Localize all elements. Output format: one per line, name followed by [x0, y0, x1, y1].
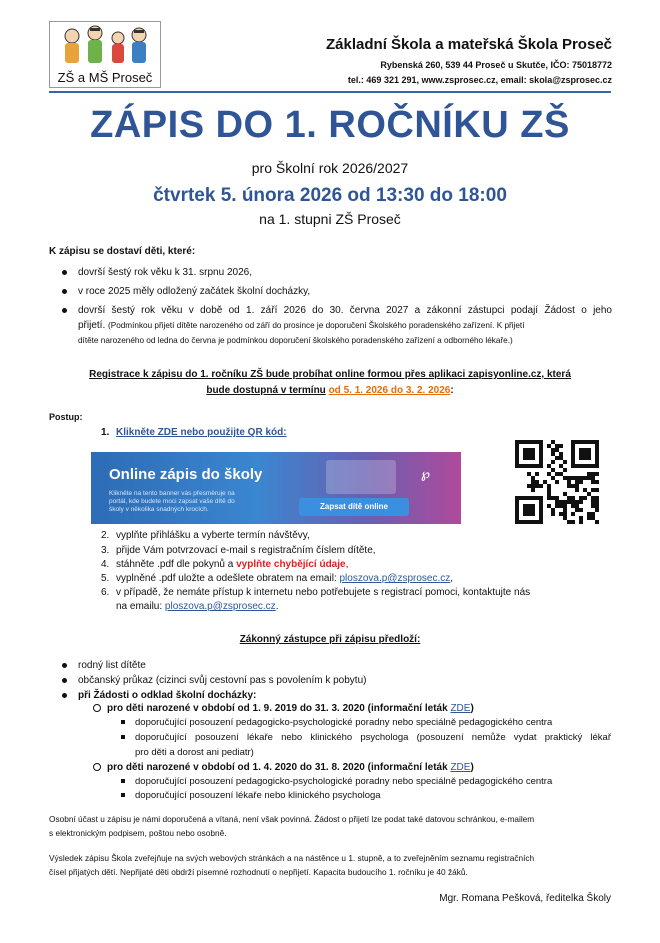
- document-item: rodný list dítěte: [78, 660, 146, 671]
- group-1-info: (informační leták: [367, 703, 448, 714]
- qr-finder-center: [523, 504, 535, 516]
- circle-bullet-icon: [93, 704, 101, 712]
- document-item: občanský průkaz (cizinci svůj cestovní pas s povolením k pobytu): [78, 675, 367, 686]
- children-logo-image: [50, 22, 160, 72]
- group-2-title: pro děti narozené v období od 1. 4. 2020 do 31. 8. 2020: [107, 762, 365, 773]
- step-text: v případě, že nemáte přístup k internetu nebo potřebujete s registrací pomoci, kontaktujte nás: [116, 587, 531, 598]
- banner-logo-icon: ℘: [421, 466, 431, 481]
- step-text: přijde Vám potvrzovací e-mail s registračním číslem dítěte,: [116, 545, 376, 556]
- group-2-item: doporučující posouzení lékaře nebo klinického psychologa: [135, 790, 381, 801]
- banner-title: Online zápis do školy: [109, 466, 263, 483]
- deferral-group-2: [107, 760, 474, 775]
- step-6-text: na emailu:: [116, 601, 163, 612]
- note-paragraph-2: [49, 851, 534, 879]
- square-bullet-icon: [121, 735, 125, 739]
- step-number: 1.: [101, 427, 110, 438]
- step-text-cont: [116, 600, 278, 614]
- group-1-item: doporučující posouzení pedagogicko-psychologické poradny nebo speciálně pedagogického centra: [135, 717, 553, 728]
- procedure-label: Postup:: [49, 412, 83, 422]
- note-1-line: Osobní účast u zápisu je námi doporučená a vítaná, není však povinná. Žádost o přijetí lze podat také datovou schránkou, e-mailem: [49, 814, 535, 824]
- school-logo: [49, 21, 161, 88]
- group-2-item: doporučující posouzení pedagogicko-psychologické poradny nebo speciálně pedagogického centra: [135, 776, 553, 787]
- step-4-highlight: vyplňte chybějící údaje: [236, 559, 346, 570]
- square-bullet-icon: [121, 720, 125, 724]
- group-1-item-cont: pro děti a dorost ani pediatr): [135, 747, 254, 758]
- eligibility-note-cont: dítěte narozeného od ledna do června je podmínkou doporučení školského poradenského zařízení a odborného lékaře.): [78, 336, 513, 345]
- banner-screen-graphic: [326, 460, 396, 494]
- school-address: Rybenská 260, 539 44 Proseč u Skutče, IČO: 75018772: [380, 60, 612, 70]
- eligibility-item: v roce 2025 měly odložený začátek školní docházky,: [78, 286, 311, 297]
- school-year: pro Školní rok 2026/2027: [251, 160, 409, 176]
- eligibility-item-3-cont: [78, 318, 612, 333]
- deferral-group-1: [107, 701, 474, 716]
- email-link[interactable]: ploszova.p@zsprosec.cz: [164, 601, 276, 612]
- registration-colon: :: [450, 385, 454, 396]
- step-number: 4.: [101, 559, 110, 570]
- registration-line-2-text: bude dostupná v termínu: [206, 385, 326, 396]
- online-enrollment-banner[interactable]: [91, 452, 461, 524]
- bullet-icon: [62, 308, 67, 313]
- step-5-text: vyplněné .pdf uložte a odešlete obratem na email:: [116, 573, 337, 584]
- note-2-line: čísel přijatých dětí. Nepřijaté děti obdrží písemné rozhodnutí o nepřijetí. Kapacita budoucího 1. ročníku je 40 žáků.: [49, 867, 468, 877]
- step-number: 3.: [101, 545, 110, 556]
- group-1-item: doporučující posouzení lékaře nebo klinického psychologa (posouzení nemůže vydat praktický lékař: [135, 732, 611, 743]
- eligibility-item: dovrší šestý rok věku k 31. srpnu 2026,: [78, 267, 252, 278]
- registration-term: od 5. 1. 2026 do 3. 2. 2026: [328, 385, 451, 396]
- step-number: 5.: [101, 573, 110, 584]
- bullet-icon: [62, 678, 67, 683]
- group-1-close: ): [470, 703, 474, 714]
- note-1-line: s elektronickým podpisem, poštou nebo osobně.: [49, 828, 227, 838]
- enrollment-date: čtvrtek 5. února 2026 od 13:30 do 18:00: [153, 185, 507, 206]
- eligibility-item-3: dovrší šestý rok věku v době od 1. září 2026 do 30. června 2027 a zákonní zástupci podají Žádost o jeho: [78, 305, 612, 316]
- qr-finder-center: [523, 448, 535, 460]
- step-5-end: ,: [450, 573, 454, 584]
- square-bullet-icon: [121, 779, 125, 783]
- step-number: 6.: [101, 587, 110, 598]
- eligibility-note: (Podmínkou přijetí dítěte narozeného od září do prosince je doporučení Školského poradenského zařízení. K přijetí: [108, 321, 525, 330]
- circle-bullet-icon: [93, 763, 101, 771]
- registration-line-2: [0, 383, 660, 398]
- qr-code[interactable]: [515, 440, 599, 524]
- enrollment-link[interactable]: Klikněte ZDE nebo použijte QR kód:: [116, 427, 287, 438]
- page-title: ZÁPIS DO 1. ROČNÍKU ZŠ: [90, 104, 570, 146]
- bullet-icon: [62, 270, 67, 275]
- group-2-info: (informační leták: [367, 762, 448, 773]
- school-name: Základní Škola a mateřská Škola Proseč: [326, 36, 612, 53]
- header-divider: [49, 91, 611, 93]
- step-6-end: .: [275, 601, 279, 612]
- email-link[interactable]: ploszova.p@zsprosec.cz: [339, 573, 451, 584]
- note-paragraph-1: [49, 812, 534, 840]
- signature: Mgr. Romana Pešková, ředitelka Školy: [439, 893, 611, 904]
- info-leaflet-link[interactable]: ZDE: [450, 762, 471, 773]
- eligibility-intro: K zápisu se dostaví děti, které:: [49, 246, 196, 257]
- step-4-end: ,: [345, 559, 349, 570]
- step-text: vyplňte přihlášku a vyberte termín návštěvy,: [116, 530, 310, 541]
- info-leaflet-link[interactable]: ZDE: [450, 703, 471, 714]
- logo-text: ZŠ a MŠ Proseč: [57, 70, 153, 85]
- note-2-line: Výsledek zápisu Škola zveřejňuje na svých webových stránkách a na nástěnce u 1. stupně, a to zveřejněním seznamu registračních: [49, 853, 535, 863]
- step-text: [116, 558, 348, 572]
- registration-line-1: Registrace k zápisu do 1. ročníku ZŠ bude probíhat online formou přes aplikaci zapisyonline.cz, která: [89, 369, 571, 380]
- square-bullet-icon: [121, 793, 125, 797]
- step-text: [116, 572, 453, 586]
- group-1-title: pro děti narozené v období od 1. 9. 2019 do 31. 3. 2020: [107, 703, 365, 714]
- eligibility-item-3-end: přijetí.: [78, 320, 106, 331]
- qr-code-image: [515, 440, 599, 524]
- documents-heading: Zákonný zástupce při zápisu předloží:: [239, 634, 421, 645]
- deferral-label: při Žádosti o odklad školní docházky:: [78, 690, 257, 701]
- bullet-icon: [62, 663, 67, 668]
- school-contact: tel.: 469 321 291, www.zsprosec.cz, email: skola@zsprosec.cz: [347, 75, 612, 85]
- enrollment-place: na 1. stupni ZŠ Proseč: [259, 211, 401, 227]
- enroll-online-button[interactable]: Zapsat dítě online: [299, 498, 409, 516]
- bullet-icon: [62, 289, 67, 294]
- step-4-text: stáhněte .pdf dle pokynů a: [116, 559, 234, 570]
- group-2-close: ): [470, 762, 474, 773]
- bullet-icon: [62, 693, 67, 698]
- qr-finder-center: [579, 448, 591, 460]
- banner-subtitle: Klikněte na tento banner vás přesměruje na portál, kde budete moci zapsat vaše dítě do školy v několika snadných krocích.: [109, 490, 235, 513]
- step-number: 2.: [101, 530, 110, 541]
